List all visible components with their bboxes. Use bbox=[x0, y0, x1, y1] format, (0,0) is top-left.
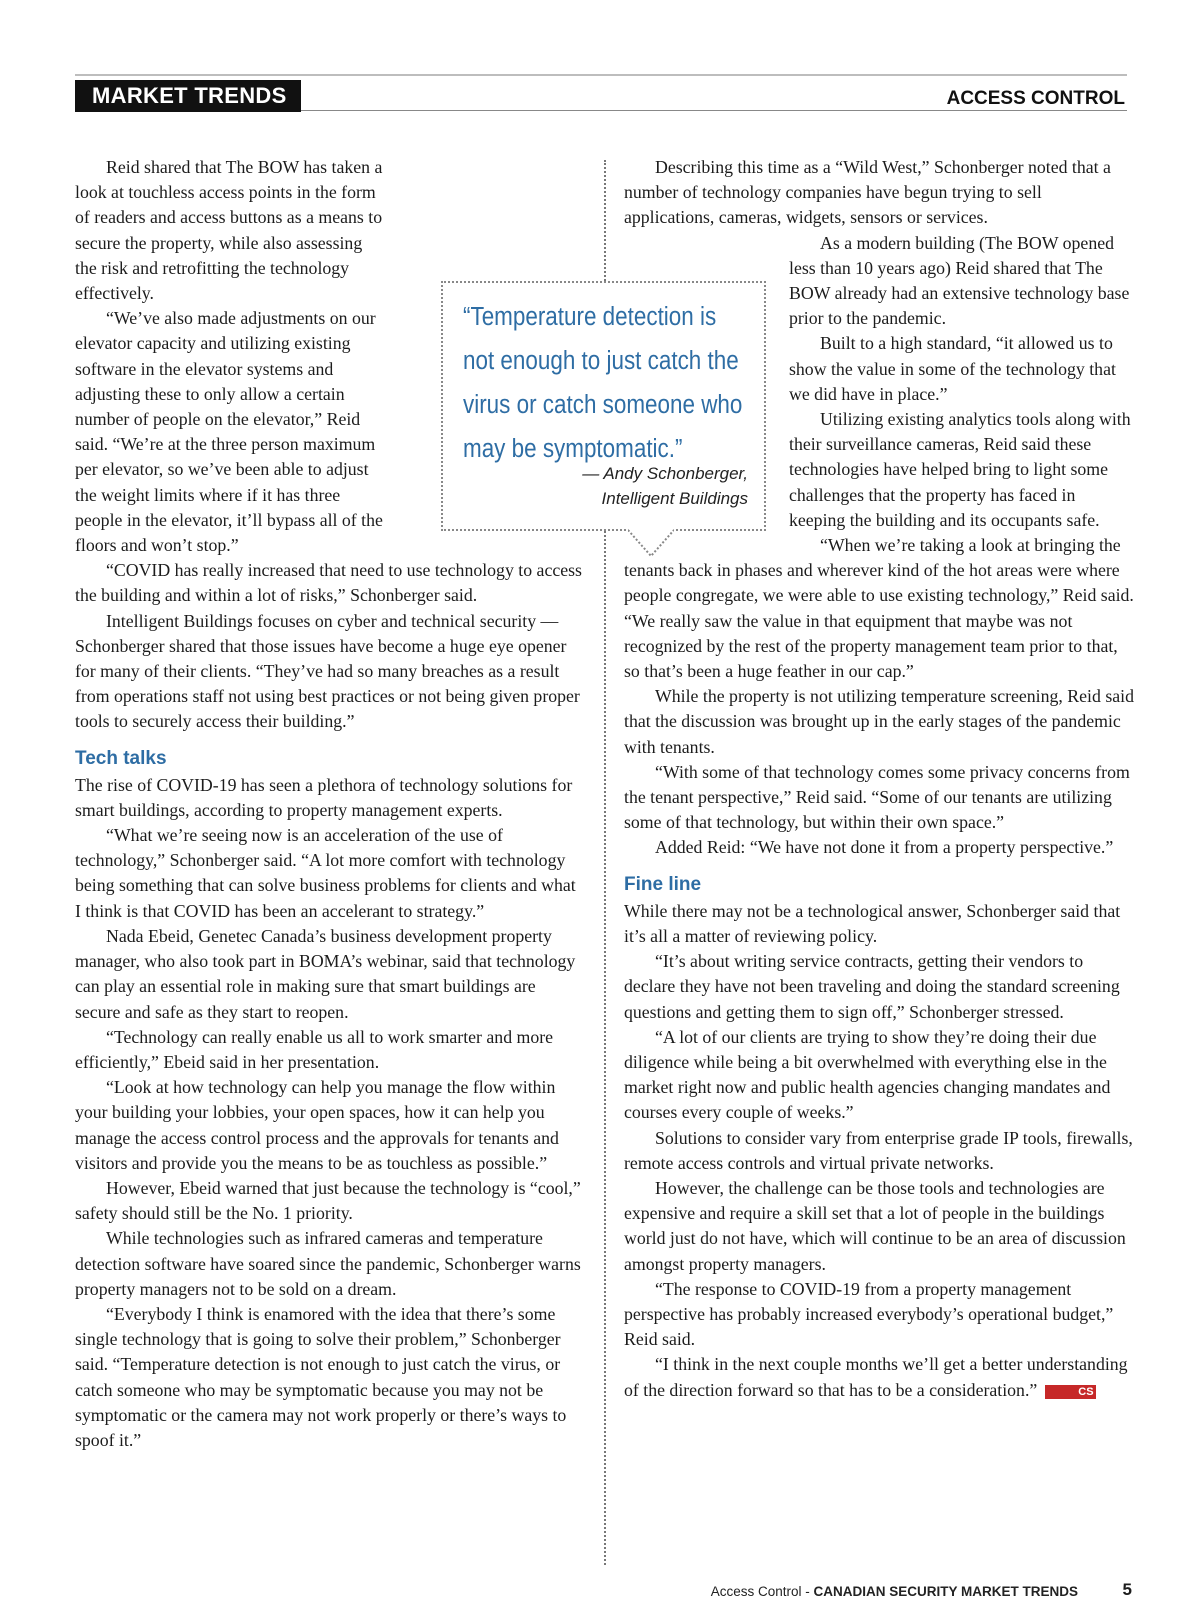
paragraph: Built to a high standard, “it allowed us to show the value in some of the technology that we did have in place.” bbox=[789, 333, 1116, 404]
attribution-name: — Andy Schonberger, bbox=[582, 464, 748, 483]
footer-publication: CANADIAN SECURITY MARKET TRENDS bbox=[813, 1584, 1078, 1599]
paragraph: While there may not be a technological answer, Schonberger said that it’s all a matter of reviewing policy. bbox=[624, 900, 1121, 946]
attribution-org: Intelligent Buildings bbox=[601, 489, 748, 508]
paragraph: “Look at how technology can help you manage the flow within your building your lobbies, your open spaces, how it can help you manage the access control process and the approvals for tenants and visitors and provide you the means to be as touchless as possible.” bbox=[75, 1077, 559, 1173]
pull-quote-line: virus or catch someone who bbox=[463, 391, 743, 419]
pull-quote-box bbox=[441, 281, 766, 531]
header-rule-top bbox=[75, 74, 1127, 76]
end-mark-icon: CS bbox=[1045, 1385, 1095, 1399]
section-heading-tech-talks: Tech talks bbox=[75, 747, 167, 769]
paragraph: “With some of that technology comes some privacy concerns from the tenant perspective,” Reid said. “Some of our tenants are utilizing some of that technology, but within their own space.” bbox=[624, 761, 1130, 833]
paragraph: While the property is not utilizing temperature screening, Reid said that the discussion was brought up in the early stages of the pandemic with tenants. bbox=[624, 686, 1134, 757]
paragraph: Intelligent Buildings focuses on cyber and technical security — Schonberger shared that those issues have become a huge eye opener for many of their clients. “They’ve had so many breaches as a result from operations staff not using best practices or not being given proper tools to securely access their building.” bbox=[75, 610, 580, 732]
paragraph: Reid shared that The BOW has taken a look at touchless access points in the form of readers and access buttons as a means to secure the property, while also assessing the risk and retrofitting the technology effectively. bbox=[75, 157, 383, 304]
paragraph: “A lot of our clients are trying to show they’re doing their due diligence while being a bit overwhelmed with everything else in the market right now and public health agencies changing mandates and courses every couple of weeks.” bbox=[624, 1026, 1111, 1123]
paragraph: Utilizing existing analytics tools along with their surveillance cameras, Reid said these technologies have helped bring to light some challenges that the property has faced in keeping the building and its occupants safe. bbox=[789, 409, 1131, 530]
paragraph: Solutions to consider vary from enterprise grade IP tools, firewalls, remote access controls and virtual private networks. bbox=[624, 1127, 1133, 1173]
speech-pointer-icon bbox=[628, 529, 674, 557]
paragraph: However, the challenge can be those tools and technologies are expensive and require a skill set that a lot of people in the buildings world just do not have, which will continue to be an area of discussion amongst property managers. bbox=[624, 1177, 1126, 1274]
page-number: 5 bbox=[1122, 1580, 1132, 1599]
paragraph-final bbox=[624, 1352, 1134, 1402]
paragraph-final-text: “I think in the next couple months we’ll get a better understanding of the direction forward so that has to be a consideration.” bbox=[624, 1354, 1128, 1400]
paragraph: The rise of COVID-19 has seen a plethora of technology solutions for smart buildings, according to property management experts. bbox=[75, 774, 573, 820]
paragraph: Nada Ebeid, Genetec Canada’s business development property manager, who also took part in BOMA’s webinar, said that technology can play an essential role in making sure that smart buildings are secure and safe as they start to reopen. bbox=[75, 925, 576, 1022]
paragraph: Added Reid: “We have not done it from a property perspective.” bbox=[655, 837, 1114, 858]
paragraph: “What we’re seeing now is an acceleration of the use of technology,” Schonberger said. “A lot more comfort with technology being something that can solve business problems for clients and what I think is that COVID has been an accelerant to strategy.” bbox=[75, 825, 576, 921]
paragraph: However, Ebeid warned that just because the technology is “cool,” safety should still be the No. 1 priority. bbox=[75, 1177, 581, 1224]
topic-tag: ACCESS CONTROL bbox=[946, 88, 1125, 109]
paragraph: While technologies such as infrared cameras and temperature detection software have soared since the pandemic, Schonberger warns property managers not to be sold on a dream. bbox=[75, 1228, 581, 1299]
footer-section: Access Control - bbox=[710, 1584, 814, 1599]
paragraph: “It’s about writing service contracts, getting their vendors to declare they have not been traveling and doing the standard screening questions and getting them to sign off,” Schonberger stressed. bbox=[624, 951, 1120, 1022]
section-heading-fine-line: Fine line bbox=[624, 873, 702, 895]
paragraph: “Everybody I think is enamored with the idea that there’s some single technology that is going to solve their problem,” Schonberger said. “Temperature detection is not enough to just catch the virus, or catch someone who may be symptomatic because you may not be symptomatic or the camera may not work properly or there’s ways to spoof it.” bbox=[75, 1303, 567, 1450]
paragraph: “When we’re taking a look at bringing the tenants back in phases and wherever kind of the hot areas were where people congregate, we were able to use existing technology,” Reid said. “We really saw the value in that equipment that maybe was not recognized by the rest of the property management team prior to that, so that’s been a huge feather in our cap.” bbox=[624, 535, 1134, 682]
paragraph: As a modern building (The BOW opened less than 10 years ago) Reid shared that The BOW already had an extensive technology base prior to the pandemic. bbox=[789, 232, 1130, 329]
pull-quote-line: may be symptomatic.” bbox=[463, 435, 683, 463]
paragraph: Describing this time as a “Wild West,” Schonberger noted that a number of technology companies have begun trying to sell applications, cameras, widgets, sensors or services. bbox=[624, 157, 1111, 228]
paragraph: “We’ve also made adjustments on our elevator capacity and utilizing existing software in the elevator systems and adjusting these to only allow a certain number of people on the elevator,” Reid said. “We’re at the three person maximum per elevator, so we’ve been able to adjust the weight limits where if it has three people in the elevator, it’ll bypass all of the floors and won’t stop.” bbox=[75, 308, 383, 556]
paragraph: “Technology can really enable us all to work smarter and more efficiently,” Ebeid said in her presentation. bbox=[75, 1026, 554, 1072]
section-tag: MARKET TRENDS bbox=[75, 80, 301, 112]
paragraph: “The response to COVID-19 from a property management perspective has probably increased everybody’s operational budget,” Reid said. bbox=[624, 1278, 1114, 1350]
pull-quote-attribution bbox=[582, 461, 748, 511]
pull-quote-text bbox=[463, 295, 743, 471]
pull-quote-line: “Temperature detection is bbox=[463, 303, 717, 331]
paragraph: “COVID has really increased that need to use technology to access the building and within a lot of risks,” Schonberger said. bbox=[75, 560, 582, 606]
footer bbox=[711, 1584, 1078, 1599]
pull-quote-line: not enough to just catch the bbox=[463, 347, 739, 375]
